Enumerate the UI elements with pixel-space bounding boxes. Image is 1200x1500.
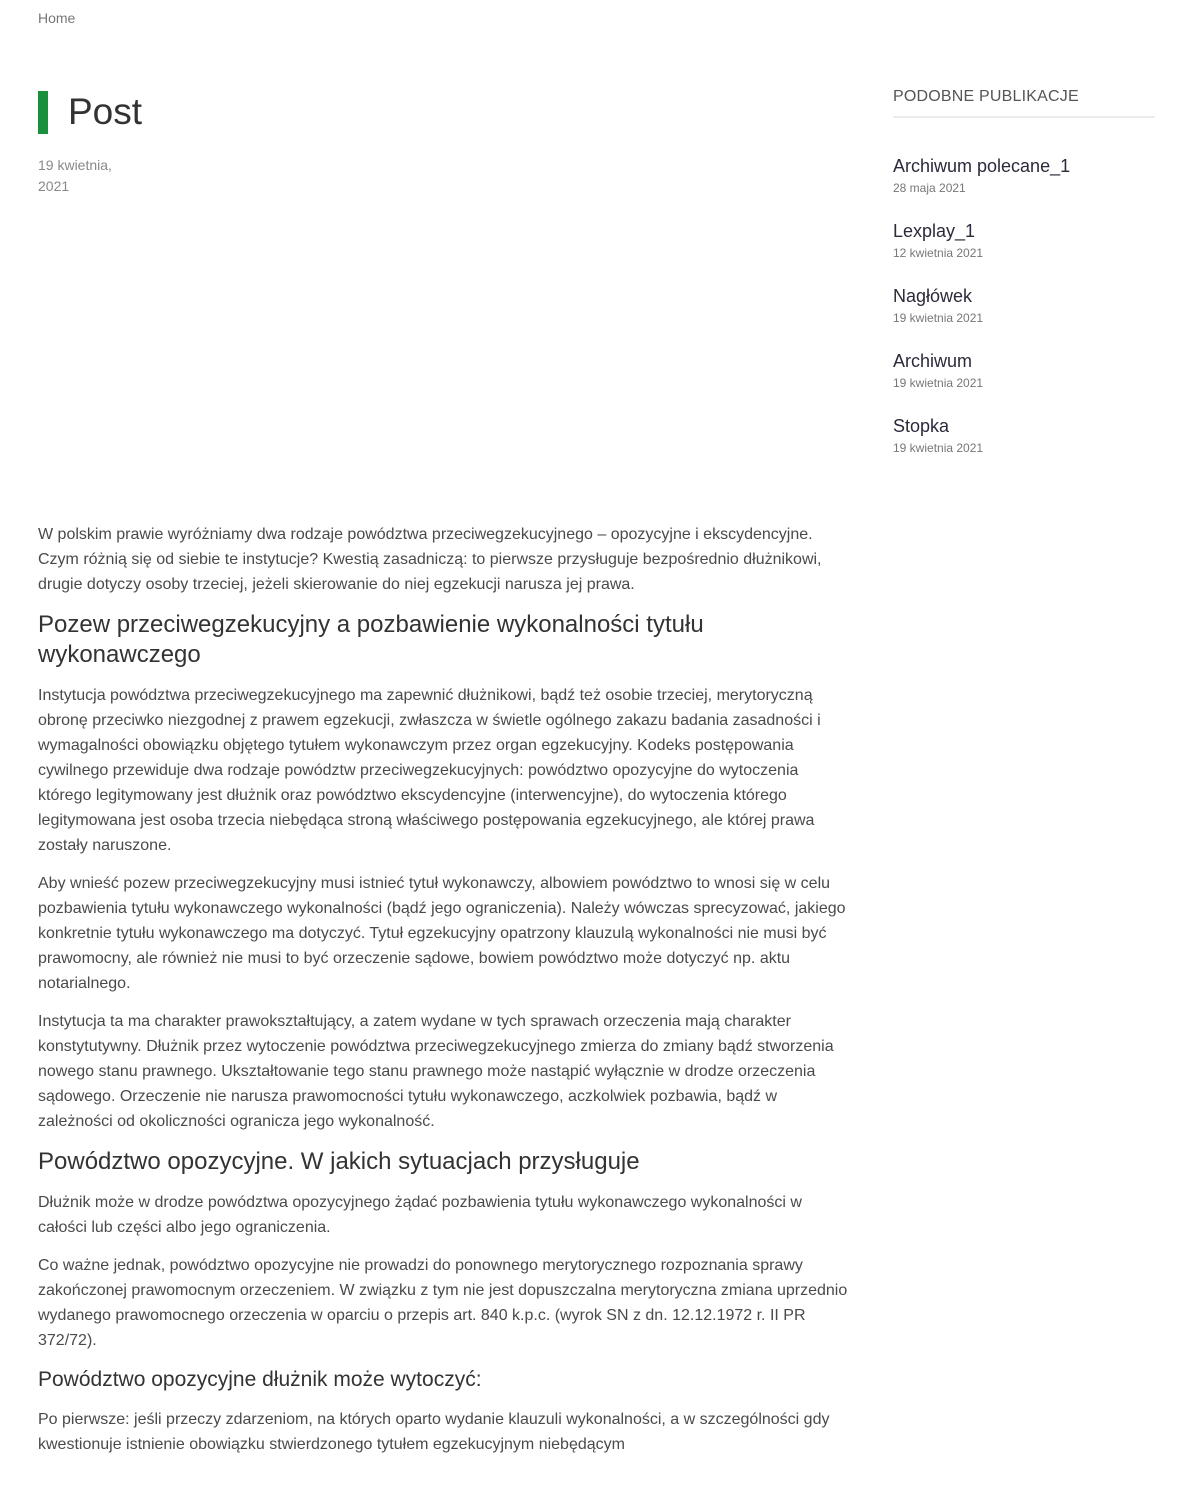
post-date: 19 kwietnia, 2021 [38,157,112,194]
paragraph: Instytucja powództwa przeciwegzekucyjnego ma zapewnić dłużnikowi, bądź też osobie trzeciej, merytoryczną obronę przeciwko niezgodnej z prawem egzekucji, zwłaszcza w świetle ogólnego zakazu badania zasadności i wymagalności obowiązku objętego tytułem wykonawczym przez organ egzekucyjny. Kodeks postępowania cywilnego przewiduje dwa rodzaje powództw przeciwegzekucyjnych: powództwo opozycyjne do wytoczenia którego legitymowany jest dłużnik oraz powództwo ekscydencyjne (interwencyjne), do wytoczenia którego legitymowana jest osoba trzecia niebędąca stroną właściwego postępowania egzekucyjnego, ale której prawa zostały naruszone. [38,687,821,854]
paragraph: Po pierwsze: jeśli przeczy zdarzeniom, na których oparto wydanie klauzuli wykonalności, a w szczególności gdy kwestionuje istnienie obowiązku stwierdzonego tytułem egzekucyjnym niebędącym [38,1411,830,1453]
paragraph: Dłużnik może w drodze powództwa opozycyjnego żądać pozbawienia tytułu wykonawczego wykonalności w całości lub części albo jego ograniczenia. [38,1194,802,1236]
paragraph: Aby wnieść pozew przeciwegzekucyjny musi istnieć tytuł wykonawczy, albowiem powództwo to wnosi się w celu pozbawienia tytułu wykonawczego wykonalności (bądź jego ograniczenia). Należy wówczas sprecyzować, jakiego konkretnie tytułu wykonawczego ma dotyczyć. Tytuł egzekucyjny opatrzony klauzulą wykonalności nie musi być prawomocny, ale również nie musi to być orzeczenie sądowe, bowiem powództwo może dotyczyć np. aktu notarialnego. [38,875,846,992]
subsection-heading: Powództwo opozycyjne dłużnik może wytoczyć: [38,1368,482,1391]
related-item-link[interactable]: Lexplay_1 [893,221,976,241]
related-item-link[interactable]: Archiwum [893,351,973,371]
section-heading: Powództwo opozycyjne. W jakich sytuacjach przysługuje [38,1148,640,1175]
post-header [38,88,850,140]
related-item [893,219,1155,261]
related-list [893,154,1155,456]
section-heading: Pozew przeciwegzekucyjny a pozbawienie wykonalności tytułu wykonawczego [38,611,704,668]
paragraph: W polskim prawie wyróżniamy dwa rodzaje powództwa przeciwegzekucyjnego – opozycyjne i ekscydencyjne. Czym różnią się od siebie te instytucje? Kwestią zasadniczą: to pierwsze przysługuje bezpośrednio dłużnikowi, drugie dotyczy osoby trzeciej, jeżeli skierowanie do niej egzekucji narusza jej prawa. [38,526,822,593]
title-accent-bar [38,91,48,134]
sidebar-related [893,88,1155,479]
related-item-link[interactable]: Nagłówek [893,286,973,306]
sidebar-heading: PODOBNE PUBLIKACJE [893,88,1155,118]
paragraph: Co ważne jednak, powództwo opozycyjne nie prowadzi do ponownego merytorycznego rozpoznania sprawy zakończonej prawomocnym orzeczeniem. W związku z tym nie jest dopuszczalna merytoryczna zmiana uprzednio wydanego prawomocnego orzeczenia w oparciu o przepis art. 840 k.p.c. (wyrok SN z dn. 12.12.1972 r. II PR 372/72). [38,1257,848,1349]
related-item [893,414,1155,456]
related-item-date: 19 kwietnia 2021 [893,441,984,455]
paragraph: Instytucja ta ma charakter prawokształtujący, a zatem wydane w tych sprawach orzeczenia mają charakter konstytutywny. Dłużnik przez wytoczenie powództwa przeciwegzekucyjnego zmierza do zmiany bądź stworzenia nowego stanu prawnego. Ukształtowanie tego stanu prawnego może nastąpić wyłącznie w drodze orzeczenia sądowego. Orzeczenie nie narusza prawomocności tytułu wykonawczego, aczkolwiek pozbawia, bądź w zależności od okoliczności ogranicza jego wykonalność. [38,1013,834,1130]
post-content [38,522,850,1457]
related-item [893,154,1155,196]
page-title: Post [68,91,143,132]
related-item [893,284,1155,326]
related-item-date: 19 kwietnia 2021 [893,376,984,390]
post-main [38,88,850,1470]
featured-image-placeholder [38,197,850,522]
related-item-date: 19 kwietnia 2021 [893,311,984,325]
related-item-date: 12 kwietnia 2021 [893,246,984,260]
related-item-link[interactable]: Stopka [893,416,950,436]
related-item [893,349,1155,391]
breadcrumb [38,10,75,26]
breadcrumb-home-link[interactable]: Home [38,10,76,26]
related-item-date: 28 maja 2021 [893,181,966,195]
related-item-link[interactable]: Archiwum polecane_1 [893,156,1071,176]
